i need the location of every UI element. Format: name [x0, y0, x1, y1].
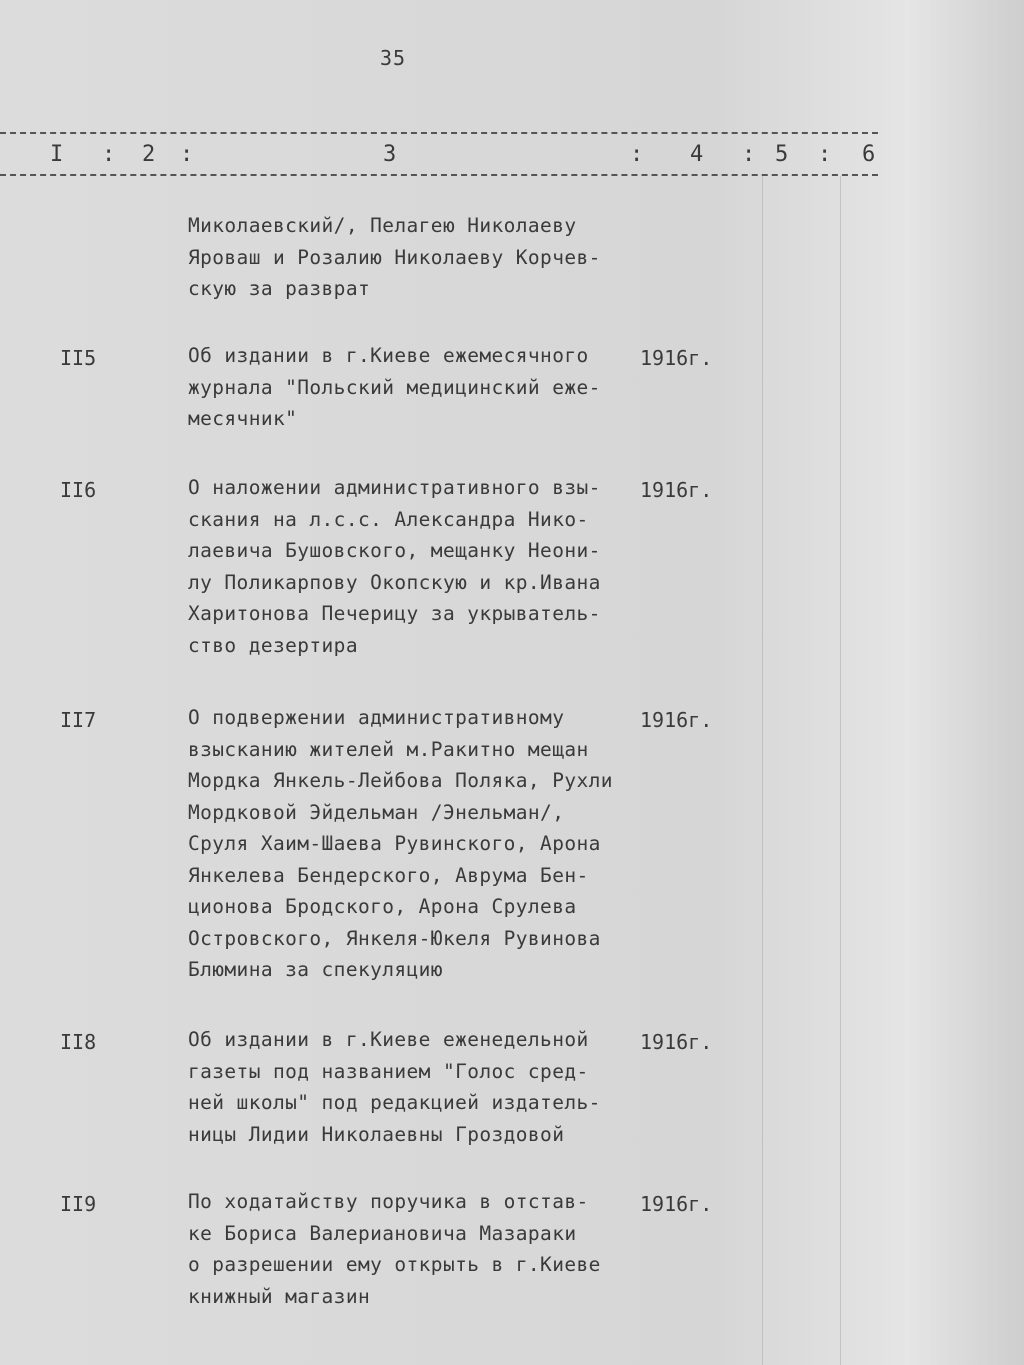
entry-number: II7	[60, 708, 97, 732]
text-line: Янкелева Бендерского, Аврума Бен-	[188, 863, 589, 887]
text-line: Островского, Янкеля-Юкеля Рувинова	[188, 926, 601, 950]
entry-year: 1916г.	[640, 1030, 713, 1054]
text-line: По ходатайству поручика в отстав-	[188, 1190, 589, 1213]
entry-text	[188, 702, 658, 986]
column-separator: :	[102, 142, 116, 167]
text-line: Миколаевский/, Пелагею Николаеву	[188, 214, 577, 237]
text-line: Сруля Хаим-Шаева Рувинского, Арона	[188, 832, 601, 855]
text-line: месячник"	[188, 407, 298, 430]
text-line: лу Поликарпову Окопскую и кр.Ивана	[188, 570, 601, 594]
column-separator: :	[742, 142, 756, 167]
text-line: взысканию жителей м.Ракитно мещан	[188, 737, 589, 761]
entry-number: II8	[60, 1030, 97, 1054]
text-line: ней школы" под редакцией издатель-	[188, 1091, 601, 1114]
text-line: Об издании в г.Киеве еженедельной	[188, 1028, 589, 1051]
text-line: ционова Бродского, Арона Срулева	[188, 895, 577, 918]
entry-number: II5	[60, 346, 97, 370]
entry-number: II6	[60, 478, 97, 502]
entry-text	[188, 1186, 658, 1312]
text-line: скую за разврат	[188, 277, 371, 300]
text-line: лаевича Бушовского, мещанку Неони-	[188, 539, 601, 562]
text-line: Яроваш и Розалию Николаеву Корчев-	[188, 245, 601, 269]
text-line: Блюмина за спекуляцию	[188, 958, 443, 981]
column-header-3: 3	[383, 142, 397, 167]
column-header-2: 2	[142, 142, 156, 167]
text-line: скания на л.с.с. Александра Нико-	[188, 507, 589, 531]
page-edge-shadow	[905, 0, 1024, 1365]
column-divider	[840, 176, 841, 1365]
text-line: ке Бориса Валериановича Мазараки	[188, 1221, 577, 1245]
text-line: ницы Лидии Николаевны Гроздовой	[188, 1122, 565, 1146]
text-line: о разрешении ему открыть в г.Киеве	[188, 1253, 601, 1276]
text-line: газеты под названием "Голос сред-	[188, 1059, 589, 1083]
text-line: О наложении административного взы-	[188, 476, 601, 499]
column-header-5: 5	[775, 142, 789, 167]
text-line: Мордка Янкель-Лейбова Поляка, Рухли	[188, 769, 613, 792]
column-header-1: I	[50, 142, 64, 167]
entry-year: 1916г.	[640, 478, 713, 502]
text-line: ство дезертира	[188, 633, 358, 657]
text-line: журнала "Польский медицинский еже-	[188, 375, 601, 399]
page-number: 35	[380, 46, 407, 70]
continuation-text	[188, 210, 658, 305]
header-bottom-rule	[0, 174, 878, 176]
text-line: О подвержении административному	[188, 706, 565, 729]
text-line: книжный магазин	[188, 1284, 371, 1308]
entry-number: II9	[60, 1192, 97, 1216]
column-header-6: 6	[862, 142, 876, 167]
column-separator: :	[180, 142, 194, 167]
entry-year: 1916г.	[640, 346, 713, 370]
column-divider	[762, 176, 763, 1365]
text-line: Мордковой Эйдельман /Энельман/,	[188, 800, 565, 824]
text-line: Харитонова Печерицу за укрыватель-	[188, 602, 601, 625]
column-separator: :	[630, 142, 644, 167]
entry-text	[188, 1024, 658, 1150]
entry-year: 1916г.	[640, 708, 713, 732]
column-header-4: 4	[690, 142, 704, 167]
entry-text	[188, 340, 658, 435]
text-line: Об издании в г.Киеве ежемесячного	[188, 344, 589, 367]
header-top-rule	[0, 132, 878, 134]
entry-year: 1916г.	[640, 1192, 713, 1216]
column-separator: :	[818, 142, 832, 167]
entry-text	[188, 472, 658, 661]
